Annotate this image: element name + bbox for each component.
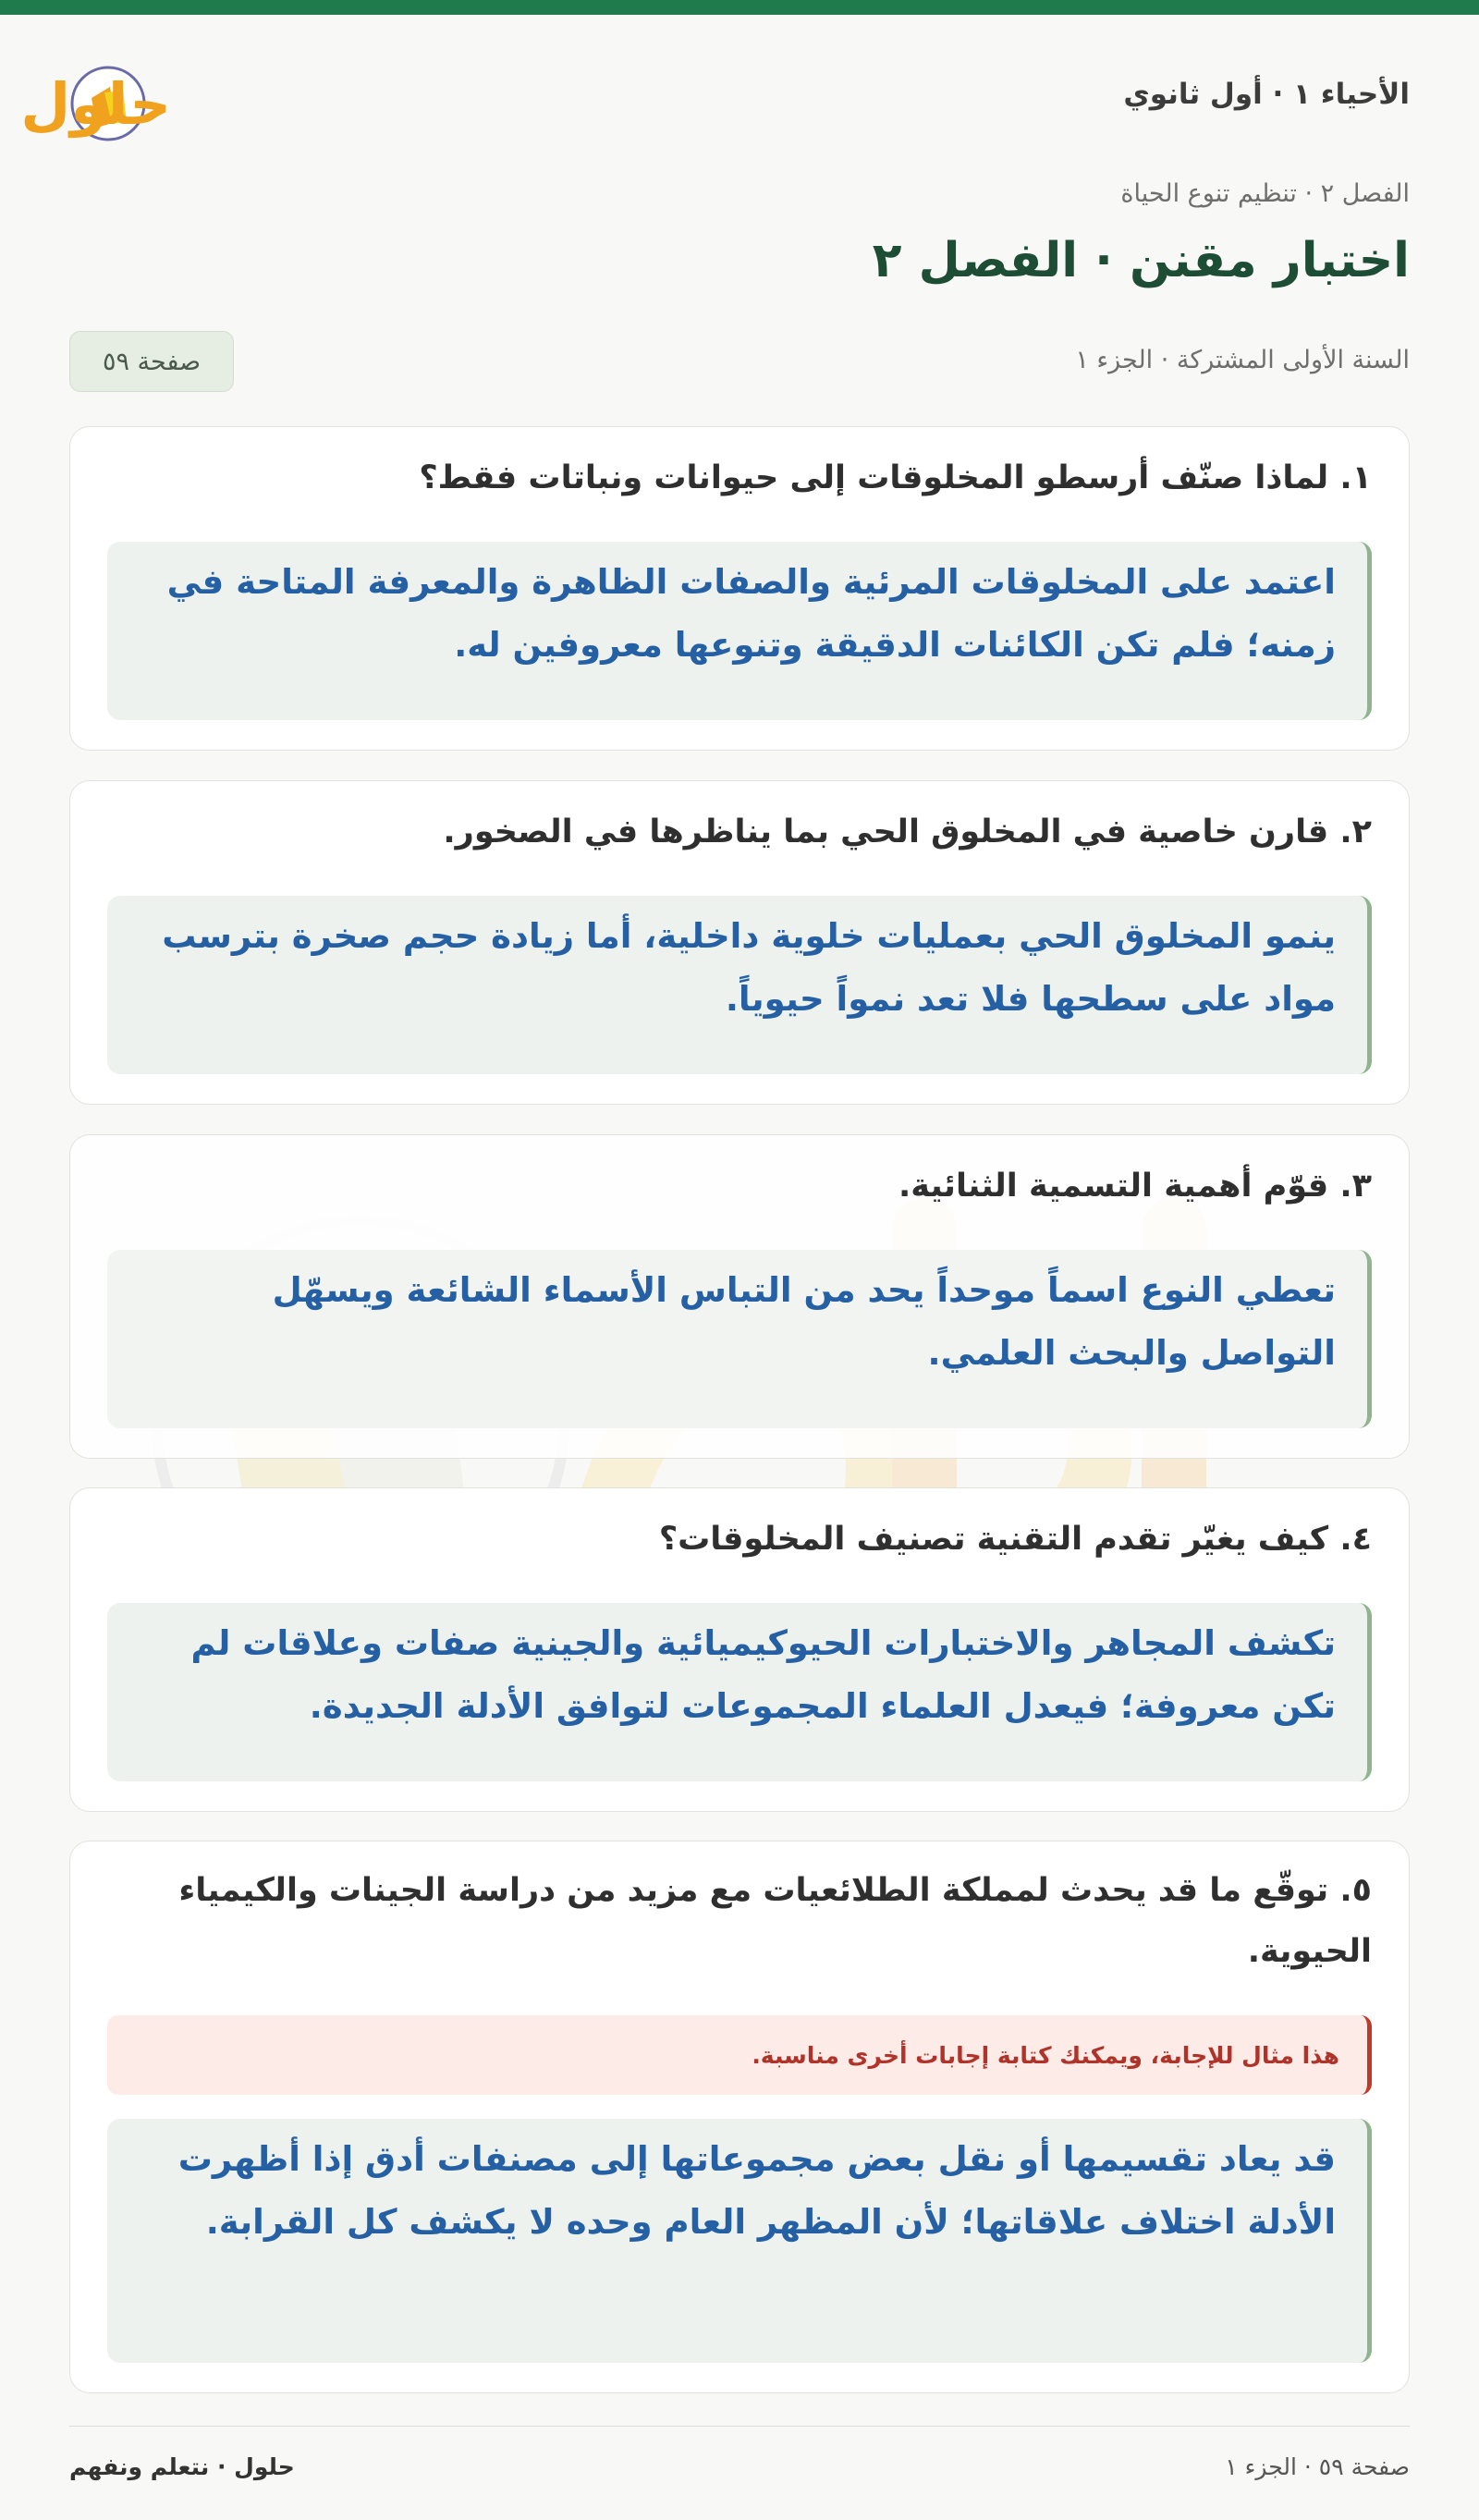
question-text: ٥. توقّع ما قد يحدث لمملكة الطلائعيات مع مزيد من دراسة الجينات والكيمياء الحيوية.	[178, 1872, 1372, 1970]
page-title: اختبار مقنن · الفصل ٢	[872, 233, 1410, 288]
question-text: ٢. قارن خاصية في المخلوق الحي بما يناظرها في الصخور.	[443, 813, 1372, 850]
footer-brand: حلول · نتعلم ونفهم	[69, 2453, 295, 2480]
question-card-5	[69, 1841, 1410, 2393]
page-badge: صفحة ٥٩	[69, 331, 234, 392]
answer-box: قد يعاد تقسيمها أو نقل بعض مجموعاتها إلى مصنفات أدق إذا أظهرت الأدلة اختلاف علاقاتها؛ لأن المظهر العام وحده لا يكشف كل القرابة.	[107, 2119, 1372, 2363]
answer-box: ينمو المخلوق الحي بعمليات خلوية داخلية، أما زيادة حجم صخرة بترسب مواد على سطحها فلا تعد نمواً حيوياً.	[107, 896, 1372, 1074]
site-logo[interactable]	[20, 57, 310, 142]
grade-label: السنة الأولى المشتركة · الجزء ١	[1075, 346, 1410, 374]
question-text: ٤. كيف يغيّر تقدم التقنية تصنيف المخلوقات؟	[658, 1521, 1372, 1558]
question-text: ٣. قوّم أهمية التسمية الثنائية.	[898, 1168, 1372, 1205]
logo-text: حلول	[20, 70, 171, 138]
question-card-4	[69, 1487, 1410, 1812]
question-card-1	[69, 426, 1410, 751]
footer-divider	[69, 2426, 1410, 2427]
sample-answer-note: هذا مثال للإجابة، ويمكنك كتابة إجابات أخرى مناسبة.	[107, 2015, 1372, 2095]
question-card-3	[69, 1134, 1410, 1459]
question-card-2	[69, 780, 1410, 1105]
chapter-label: الفصل ٢ · تنظيم تنوع الحياة	[1120, 179, 1410, 208]
logo-book-icon	[20, 57, 310, 142]
answer-box: اعتمد على المخلوقات المرئية والصفات الظاهرة والمعرفة المتاحة في زمنه؛ فلم تكن الكائنات الدقيقة وتنوعها معروفين له.	[107, 542, 1372, 720]
question-text: ١. لماذا صنّف أرسطو المخلوقات إلى حيوانات ونباتات فقط؟	[419, 459, 1372, 496]
top-accent-bar	[0, 0, 1479, 15]
page-header	[20, 57, 1410, 142]
subject-label: الأحياء ١ · أول ثانوي	[1123, 78, 1410, 111]
footer-page-info: صفحة ٥٩ · الجزء ١	[1225, 2453, 1410, 2480]
answer-box: تكشف المجاهر والاختبارات الحيوكيميائية والجينية صفات وعلاقات لم تكن معروفة؛ فيعدل العلماء المجموعات لتوافق الأدلة الجديدة.	[107, 1603, 1372, 1781]
answer-box: تعطي النوع اسماً موحداً يحد من التباس الأسماء الشائعة ويسهّل التواصل والبحث العلمي.	[107, 1250, 1372, 1428]
